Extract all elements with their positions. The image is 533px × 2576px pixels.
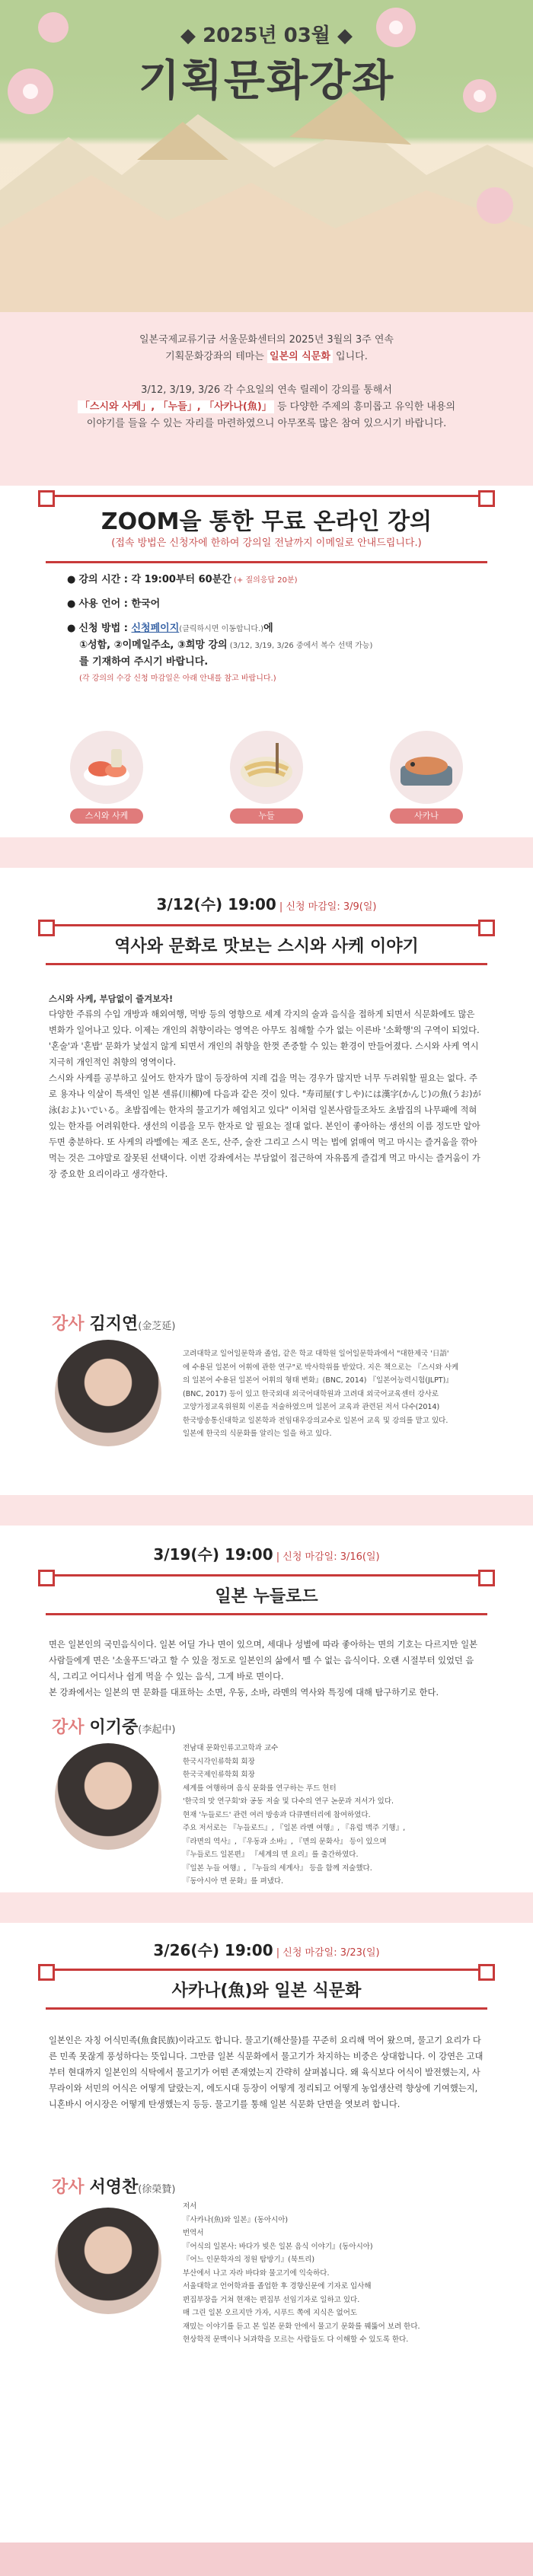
section-divider: [0, 837, 533, 868]
category-label: 누들: [230, 808, 303, 824]
intro-line: 일본국제교류기금 서울문화센터의 2025년 3월의 3주 연속: [139, 334, 394, 346]
lecturer-bio: 저서 『사카나(魚)와 일본』(동아시아) 번역서 『어식의 일본사: 바다가 빚은 일본 음식 이야기』(동아시아) 『어느 인문학자의 정원 탐방기』(북트리) 부산에서 나고 자라 바다와 물고기에 익숙하다. 서울대학교 언어학과를 졸업한 후 경향신문에 기자로 입사해 편집부장을 거쳐 현재는 편집부 선임기자로 일하고 있다. 매 그린 일본 오르지만 가자, 시푸드 쪽에 지식은 없어도 재밌는 이야기를 듣고 본 일본 문화 안에서 물고기 문화를 꿰뚫어 보려 한다. 현상학적 문맥이나 뇌과학을 모르는 사람들도 다 이해할 수 있도록 한다.: [183, 2202, 420, 2344]
lecturer-photo: [55, 1743, 161, 1850]
lecture-body: 면은 일본인의 국민음식이다. 일본 어딜 가나 면이 있으며, 세대나 성별에 따라 좋아하는 면의 기호는 다르지만 일본 사람들에게 면은 '소울푸드'라고 할 수 있을 정도로 일본인의 삶에서 뗄 수 없는 음식이다. 오랜 시절부터 있었던 음식, 그리고 어디서나 쉽게 먹을 수 있는 음식, 그게 바로 면이다. 본 강좌에서는 일본의 면 문화를 대표하는 소면, 우동, 소바, 라멘의 역사와 특징에 대해 탐구하기로 한다.: [49, 1640, 478, 1698]
hero-date: ◆ 2025년 03월 ◆: [180, 24, 353, 47]
intro-line: 3/12, 3/19, 3/26 각 수요일의 연속 릴레이 강의를 통해서: [141, 384, 392, 396]
intro-section: [0, 312, 533, 486]
lecturer-bio: 고려대학교 일어일문학과 졸업, 같은 학교 대학원 일어일문학과에서 "대한제국 '日語' 에 수용된 일본어 어휘에 관한 연구"로 박사학위를 받았다. 지은 책으로는 『스시와 사케 의 일본어 수용된 일본어 어휘의 형태 변화』(BNC, 2014) 『일본어능력시험(JLPT)』 (BNC, 2017) 등이 있고 한국외대 외국어대학원과 고려대 외국어교육센터 강사로 고양가정교육위원회 이론을 저술하였으며 일본어 교육과 관련된 저서 다수(2014) 한국방송통신대학교 일본학과 전임대우강의교수로 일본어 교육 및 강의를 맡고 있다. 일본에 한국의 식문화를 알리는 일을 하고 있다.: [183, 1350, 459, 1438]
lecturer-photo: [55, 2208, 161, 2314]
flower-icon: [477, 187, 513, 224]
section-divider: [0, 1892, 533, 1923]
info-apply-line2: ①성함, ②이메일주소, ③희망 강의 (3/12, 3/19, 3/26 중에서 복수 선택 가능): [79, 639, 373, 651]
zoom-title: ZOOM을 통한 무료 온라인 강의: [101, 509, 432, 535]
zoom-subtitle: (접속 방법은 신청자에 한하여 강의일 전날까지 이메일로 안내드립니다.): [111, 537, 422, 549]
info-apply: ● 신청 방법 : 신청페이지(클릭하시면 이동합니다.)에: [67, 623, 273, 634]
fish-icon: [390, 731, 463, 804]
apply-page-link[interactable]: 신청페이지: [131, 623, 180, 634]
lecturer-heading: 강사 김지연(金芝延): [52, 1315, 176, 1334]
lecturer-photo: [55, 1340, 161, 1446]
intro-line: 이야기를 들을 수 있는 자리를 마련하였으니 아무쪼록 많은 참여 있으시기 바랍니다.: [86, 418, 447, 429]
lecture-title: 사카나(魚)와 일본 식문화: [171, 1981, 362, 2001]
hero-title: 기획문화강좌: [138, 56, 395, 106]
section-divider: [0, 1495, 533, 1526]
lecture-title: 역사와 문화로 맛보는 스시와 사케 이야기: [114, 937, 419, 956]
intro-line: 기획문화강좌의 테마는 일본의 식문화 입니다.: [165, 351, 368, 362]
lecture-body: 일본인은 자칭 어식민족(魚食民族)이라고도 합니다. 물고기(해산물)를 꾸준히 요리해 먹어 왔으며, 물고기 요리가 다른 민족 못잖게 풍성하다는 뜻입니다. 그만큼 일본 식문화에서 물고기가 차지하는 비중은 상대합니다. 이 강연은 고대부터 현대까지 일본인의 식탁에서 물고기가 어떤 존재였는지 간략히 살펴봅니다. 왜 육식보다 어식이 발전했는지, 사무라이와 서민의 어식은 어떻게 달랐는지, 에도시대 등장이 어떻게 정리되고 어떻게 농업생산력 향상에 기여했는지, 니혼바시 어시장은 어떻게 탄생했는지 등등. 물고기를 통해 일본 식문화 단면을 엿보려 합니다.: [49, 2036, 484, 2109]
lecture-body: 다양한 주류의 수입 개방과 해외여행, 먹방 등의 영향으로 세계 각지의 술과 음식을 접하게 되면서 식문화에도 많은 변화가 일어나고 있다. 이제는 개인의 취향이라는 영역은 아무도 침해할 수가 없는 이른바 '소확행'의 구역이 되었다. '혼술'과 '혼밥' 문화가 낯설지 않게 되면서 개인의 취향을 한껏 존중할 수 있는 환경이 만들어졌다. 스시와 사케 역시 지극히 개인적인 취향의 영역이다. 스시와 사케를 공부하고 싶어도 한자가 많이 등장하여 지레 겁을 먹는 경우가 많지만 너무 두려워할 필요는 없다. 주로 용자나 익살이 특색인 일본 센류(川柳)에 다음과 같은 것이 있다. "寿司屋(すしや)には漢字(かんじ)の魚(うお)が泳(およ)いでいる。초밥집에는 한자의 물고기가 헤엄치고 있다" 이처럼 일본사람들조차도 초밥집의 나무패에 적혀 있는 한자를 어려워한다. 생선의 이름을 모두 한자로 알 필요는 절대 없다. 본인이 좋아하는 생선의 이름 정도만 알아두면 충분하다. 또 사케의 라벨에는 제조 온도, 산주, 술잔 그리고 스시 먹는 법에 얽매여 먹고 마시는 즐거움을 깎아 먹는 것은 그야말로 잘못된 선택이다. 이번 강좌에서는 부담없이 접근하여 자유롭게 즐겁게 먹고 마시는 즐거움이 가장 중요한 요리이라고 생각한다.: [49, 1009, 481, 1179]
lecturer-bio: 전남대 문화인류고고학과 교수 한국시각인류학회 회장 한국국제인류학회 회장 세계를 여행하며 음식 문화를 연구하는 푸드 헌터 '한국의 맛 연구회'와 공동 저술 및 다수의 연구 논문과 저서가 있다. 현재 '누들로드' 관련 여러 방송과 다큐멘터리에 참여하였다. 주요 저서로는 『누들로드』, 『일본 라멘 여행』, 『유럽 맥주 기행』, 『라면의 역사』, 『우동과 소바』, 『면의 문화사』 등이 있으며 『누들로드 일본편』 『세계의 면 요리』를 출간하였다. 『일본 누들 여행』, 『누들의 세계사』 등을 함께 저술했다. 『동아시아 면 문화』를 펴냈다.: [183, 1744, 406, 1886]
noodle-icon: [230, 731, 303, 804]
info-language: ● 사용 언어 : 한국어: [67, 598, 161, 610]
info-time: ● 강의 시간 : 각 19:00부터 60분간 (+ 질의응답 20분): [67, 574, 298, 585]
sushi-icon: [70, 731, 143, 804]
footer-band: [0, 2543, 533, 2576]
lecture-title: 일본 누들로드: [215, 1587, 318, 1606]
lecture-date: 3/19(수) 19:00 | 신청 마감일: 3/16(일): [153, 1545, 380, 1564]
lecturer-heading: 강사 이기중(李起中): [52, 1718, 176, 1737]
lecture-date: 3/26(수) 19:00 | 신청 마감일: 3/23(일): [153, 1941, 380, 1959]
info-apply-line3: 를 기재하여 주시기 바랍니다.: [79, 656, 209, 668]
intro-line: 「스시와 사케」, 「누들」, 「사카나(魚)」 등 다양한 주제의 흥미롭고 유익한 내용의: [0, 399, 533, 416]
category-label: 사카나: [390, 808, 463, 824]
info-apply-note: (각 강의의 수강 신청 마감일은 아래 안내를 참고 바랍니다.): [79, 674, 276, 683]
lecturer-heading: 강사 서영찬(徐榮贊): [52, 2178, 176, 2197]
lecture-body-head: 스시와 사케, 부담없이 즐겨보자!: [49, 994, 174, 1004]
lecture-date: 3/12(수) 19:00 | 신청 마감일: 3/9(일): [156, 895, 377, 913]
category-label: 스시와 사케: [70, 808, 143, 824]
